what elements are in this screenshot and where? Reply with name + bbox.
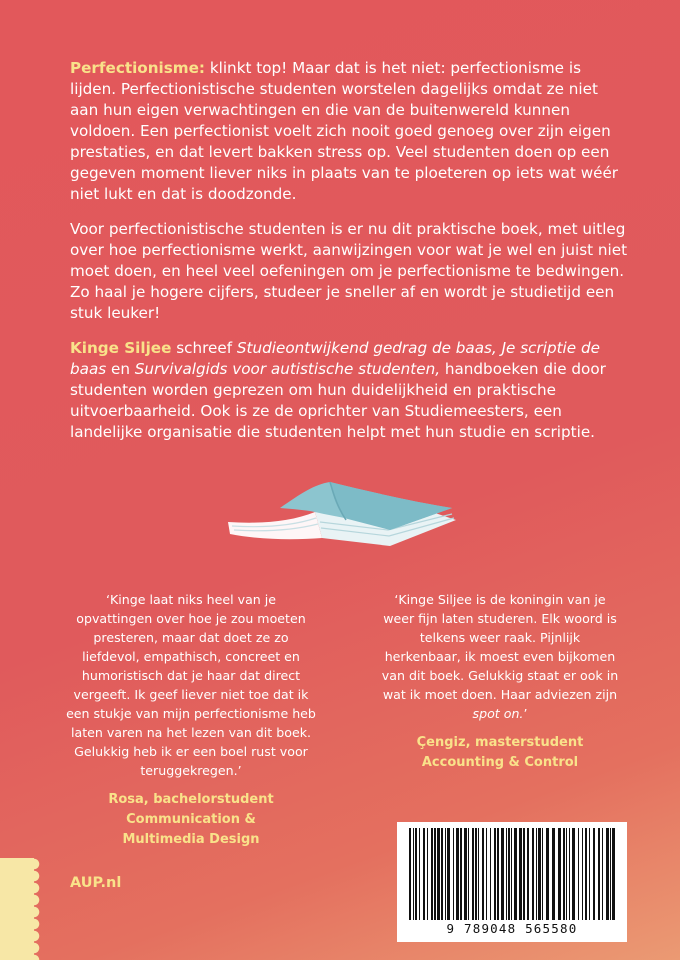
barcode-bar	[593, 828, 595, 920]
barcode-bar	[572, 828, 575, 920]
testimonial-right	[380, 590, 620, 773]
barcode-bar	[464, 828, 467, 920]
author-bio-text-b: en	[106, 360, 135, 378]
barcode-bar	[558, 828, 561, 920]
barcode-bar	[453, 828, 454, 920]
barcode-bar	[566, 828, 567, 920]
barcode-bar	[409, 828, 411, 920]
back-cover-blurb	[70, 58, 630, 457]
testimonial-right-text-a: ‘Kinge Siljee is de koningin van je weer fijn laten studeren. Elk woord is telkens weer raak. Pijnlijk herkenbaar, ik moest even bijkomen van dit boek. Gelukkig staat er ook in wat ik moet doen. Haar adviezen zijn	[381, 592, 619, 702]
barcode-bar	[472, 828, 474, 920]
barcode-bar	[532, 828, 534, 920]
barcode-bar	[413, 828, 414, 920]
barcode-bar	[546, 828, 549, 920]
barcode-bar	[447, 828, 450, 920]
blurb-paragraph-2: Voor perfectionistische studenten is er nu dit praktische boek, met uitleg over hoe perfectionisme werkt, aanwijzingen voor wat je wel en juist niet moet doen, en heel veel oefeningen om je perfectionisme te bedwingen. Zo haal je hogere cijfers, studeer je sneller af en wordt je studietijd een stuk leuker!	[70, 220, 628, 322]
barcode-bar	[582, 828, 583, 920]
barcode-bar	[434, 828, 436, 920]
testimonial-right-author-line1: Çengiz, masterstudent	[416, 735, 584, 750]
barcode-bar	[542, 828, 543, 920]
barcode-bar	[431, 828, 433, 920]
barcode-bar	[486, 828, 487, 920]
barcode-bar	[552, 828, 555, 920]
barcode-bar	[445, 828, 446, 920]
barcode-bar	[569, 828, 570, 920]
author-bio-text-a: schreef	[171, 339, 237, 357]
barcode-bar	[508, 828, 510, 920]
barcode-bar	[423, 828, 425, 920]
barcode-bar	[563, 828, 565, 920]
barcode-bar	[478, 828, 479, 920]
blurb-paragraph-1-text: klinkt top! Maar dat is het niet: perfectionisme is lijden. Perfectionistische studenten worstelen dagelijks omdat ze niet aan hun eigen verwachtingen en die van de buitenwereld kunnen voldoen. Een perfectionist voelt zich nooit goed genoeg over zijn eigen prestaties, en dat levert bakken stress op. Veel studenten doen op een gegeven moment liever niks in plaats van te ploeteren op iets wat wéér niet lukt en dat is doodzonde.	[70, 59, 619, 203]
open-book-icon	[220, 478, 460, 548]
barcode-bar	[610, 828, 611, 920]
barcode-bar	[419, 828, 420, 920]
barcode-bar	[602, 828, 603, 920]
barcode-bar	[578, 828, 579, 920]
barcode-bar	[536, 828, 537, 920]
author-book-titles-2: Survivalgids voor autistische studenten,	[134, 360, 441, 378]
barcode-bar	[606, 828, 609, 920]
testimonial-left-author	[66, 790, 316, 850]
isbn-barcode	[397, 822, 627, 942]
barcode-bar	[527, 828, 529, 920]
isbn-number: 9 789048 565580	[446, 921, 578, 936]
publisher-website: AUP.nl	[70, 875, 122, 891]
barcode-bar	[511, 828, 512, 920]
testimonial-right-author	[380, 733, 620, 773]
testimonial-left-author-line3: Multimedia Design	[122, 832, 260, 847]
testimonial-right-text	[380, 590, 620, 723]
barcode-bar	[585, 828, 587, 920]
barcode-bar	[427, 828, 428, 920]
barcode-bar	[523, 828, 525, 920]
barcode-bar	[494, 828, 496, 920]
testimonial-right-text-italic: spot on.	[472, 706, 524, 721]
barcode-bar	[598, 828, 600, 920]
barcode-bar	[589, 828, 590, 920]
author-bio	[70, 338, 630, 443]
barcode-bar	[456, 828, 459, 920]
testimonial-right-author-line2: Accounting & Control	[421, 755, 579, 770]
barcode-bar	[538, 828, 541, 920]
barcode-bar	[506, 828, 507, 920]
barcode-bar	[441, 828, 443, 920]
barcode-bars	[405, 828, 619, 920]
barcode-bar	[468, 828, 469, 920]
testimonial-left-author-line1: Rosa, bachelorstudent	[108, 792, 274, 807]
testimonial-left-author-line2: Communication &	[126, 812, 256, 827]
barcode-bar	[475, 828, 477, 920]
author-book-titles-1: Studieontwijkend gedrag de baas, Je scriptie de baas	[70, 339, 600, 378]
barcode-bar	[437, 828, 440, 920]
testimonial-left-text: ‘Kinge laat niks heel van je opvattingen over hoe je zou moeten presteren, maar dat doet ze zo liefdevol, empathisch, concreet en humoristisch dat je haar dat direct vergeeft. Ik geef liever niet toe dat ik een stukje van mijn perfectionisme heb laten varen na het lezen van dit boek. Gelukkig heb ik er een boel rust voor teruggekregen.’	[66, 592, 316, 778]
testimonial-left	[66, 590, 316, 850]
barcode-bar	[482, 828, 484, 920]
testimonial-right-text-b: ’	[523, 706, 528, 721]
barcode-bar	[460, 828, 462, 920]
barcode-bar	[501, 828, 504, 920]
barcode-bar	[497, 828, 499, 920]
barcode-bar	[519, 828, 522, 920]
barcode-bar	[415, 828, 417, 920]
decorative-edge-strip	[0, 858, 34, 960]
blurb-lead-word: Perfectionisme:	[70, 59, 205, 77]
barcode-bar	[490, 828, 491, 920]
barcode-bar	[514, 828, 517, 920]
author-name: Kinge Siljee	[70, 339, 172, 357]
barcode-bar	[612, 828, 615, 920]
blurb-paragraph-1	[70, 58, 630, 205]
author-bio-text-c: handboeken die door studenten worden geprezen om hun duidelijkheid en praktische uitvoerbaarheid. Ook is ze de oprichter van Studiemeesters, een landelijke organisatie die studenten helpt met hun studie en scriptie.	[70, 360, 606, 441]
